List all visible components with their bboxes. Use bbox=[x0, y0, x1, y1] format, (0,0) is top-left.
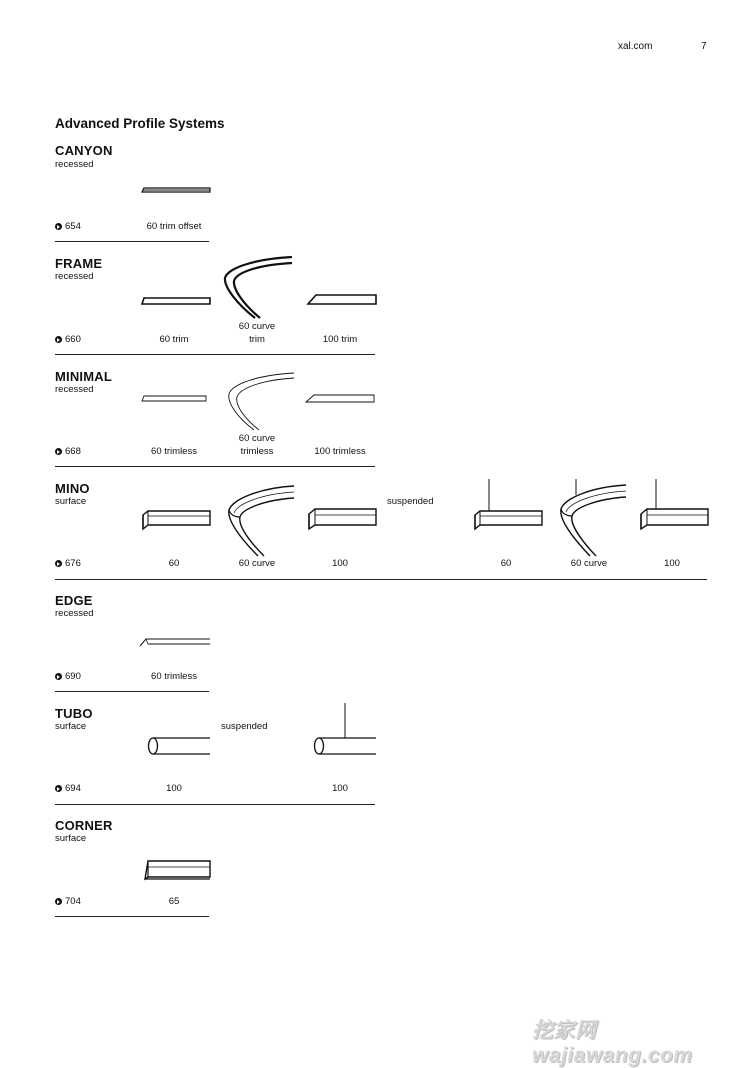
mino-suspended-60-curve-illustration bbox=[556, 479, 628, 558]
minimal-60-trimless-illustration bbox=[140, 392, 212, 406]
tubo-100-illustration bbox=[144, 735, 212, 757]
arrow-icon bbox=[55, 336, 62, 343]
section-title-canyon: CANYON bbox=[55, 143, 113, 158]
section-subtitle-tubo: surface bbox=[55, 721, 87, 732]
frame-100-trim-illustration bbox=[306, 291, 378, 309]
section-title-tubo: TUBO bbox=[55, 706, 93, 721]
section-subtitle-minimal: recessed bbox=[55, 384, 94, 395]
arrow-icon bbox=[55, 560, 62, 567]
mino-100-illustration bbox=[306, 507, 378, 531]
mino-suspended-100-illustration bbox=[638, 479, 710, 531]
minimal-60-curve-trimless-illustration bbox=[224, 370, 296, 432]
section-title-corner: CORNER bbox=[55, 818, 113, 833]
page-ref-corner[interactable]: 704 bbox=[55, 896, 81, 907]
label-tubo-1: 100 bbox=[166, 783, 182, 794]
section-subtitle-frame: recessed bbox=[55, 271, 94, 282]
label-mino-3: 100 bbox=[332, 558, 348, 569]
section-rule bbox=[55, 466, 375, 467]
arrow-icon bbox=[55, 223, 62, 230]
minimal-100-trimless-illustration bbox=[304, 392, 376, 406]
label-mino-2: 60 curve bbox=[238, 558, 276, 569]
canyon-trim-offset-illustration bbox=[140, 182, 212, 196]
page-ref-minimal[interactable]: 668 bbox=[55, 446, 81, 457]
label-edge-1: 60 trimless bbox=[151, 671, 197, 682]
page-heading: Advanced Profile Systems bbox=[55, 116, 225, 131]
label-canyon-1: 60 trim offset bbox=[146, 221, 202, 232]
section-rule bbox=[55, 354, 375, 355]
mino-60-illustration bbox=[140, 509, 212, 531]
label-minimal-3: 100 trimless bbox=[314, 446, 366, 457]
page-number: 7 bbox=[701, 41, 707, 52]
section-title-mino: MINO bbox=[55, 481, 90, 496]
arrow-icon bbox=[55, 673, 62, 680]
section-title-edge: EDGE bbox=[55, 593, 93, 608]
suspended-label: suspended bbox=[387, 496, 434, 507]
label-frame-1: 60 trim bbox=[159, 334, 189, 345]
label-corner-1: 65 bbox=[168, 896, 180, 907]
label-mino-1: 60 bbox=[168, 558, 180, 569]
label-minimal-2: 60 curve trimless bbox=[238, 433, 276, 457]
label-minimal-1: 60 trimless bbox=[151, 446, 197, 457]
mino-suspended-60-illustration bbox=[472, 479, 544, 531]
page-ref-canyon[interactable]: 654 bbox=[55, 221, 81, 232]
label-mino-4: 60 bbox=[500, 558, 512, 569]
section-subtitle-edge: recessed bbox=[55, 608, 94, 619]
section-title-frame: FRAME bbox=[55, 256, 103, 271]
page-ref-frame[interactable]: 660 bbox=[55, 334, 81, 345]
section-subtitle-mino: surface bbox=[55, 496, 87, 507]
arrow-icon bbox=[55, 448, 62, 455]
section-rule bbox=[55, 916, 209, 917]
section-subtitle-canyon: recessed bbox=[55, 159, 94, 170]
section-title-minimal: MINIMAL bbox=[55, 369, 112, 384]
section-rule bbox=[55, 579, 707, 580]
frame-60-curve-trim-illustration bbox=[222, 254, 296, 320]
label-mino-6: 100 bbox=[664, 558, 680, 569]
tubo-suspended-100-illustration bbox=[310, 703, 378, 757]
section-rule bbox=[55, 691, 209, 692]
suspended-label: suspended bbox=[221, 721, 268, 732]
section-subtitle-corner: surface bbox=[55, 833, 87, 844]
corner-65-illustration bbox=[142, 857, 212, 883]
label-frame-2: 60 curve trim bbox=[238, 321, 276, 345]
page-ref-tubo[interactable]: 694 bbox=[55, 783, 81, 794]
edge-60-trimless-illustration bbox=[138, 633, 212, 649]
site-url: xal.com bbox=[618, 41, 653, 52]
page-ref-edge[interactable]: 690 bbox=[55, 671, 81, 682]
label-tubo-2: 100 bbox=[332, 783, 348, 794]
arrow-icon bbox=[55, 785, 62, 792]
watermark: 挖家网 wajiawang.com bbox=[532, 1019, 693, 1067]
label-frame-3: 100 trim bbox=[322, 334, 358, 345]
page-ref-mino[interactable]: 676 bbox=[55, 558, 81, 569]
arrow-icon bbox=[55, 898, 62, 905]
label-mino-5: 60 curve bbox=[570, 558, 608, 569]
section-rule bbox=[55, 804, 375, 805]
frame-60-trim-illustration bbox=[140, 295, 212, 309]
mino-60-curve-illustration bbox=[224, 484, 296, 558]
section-rule bbox=[55, 241, 209, 242]
